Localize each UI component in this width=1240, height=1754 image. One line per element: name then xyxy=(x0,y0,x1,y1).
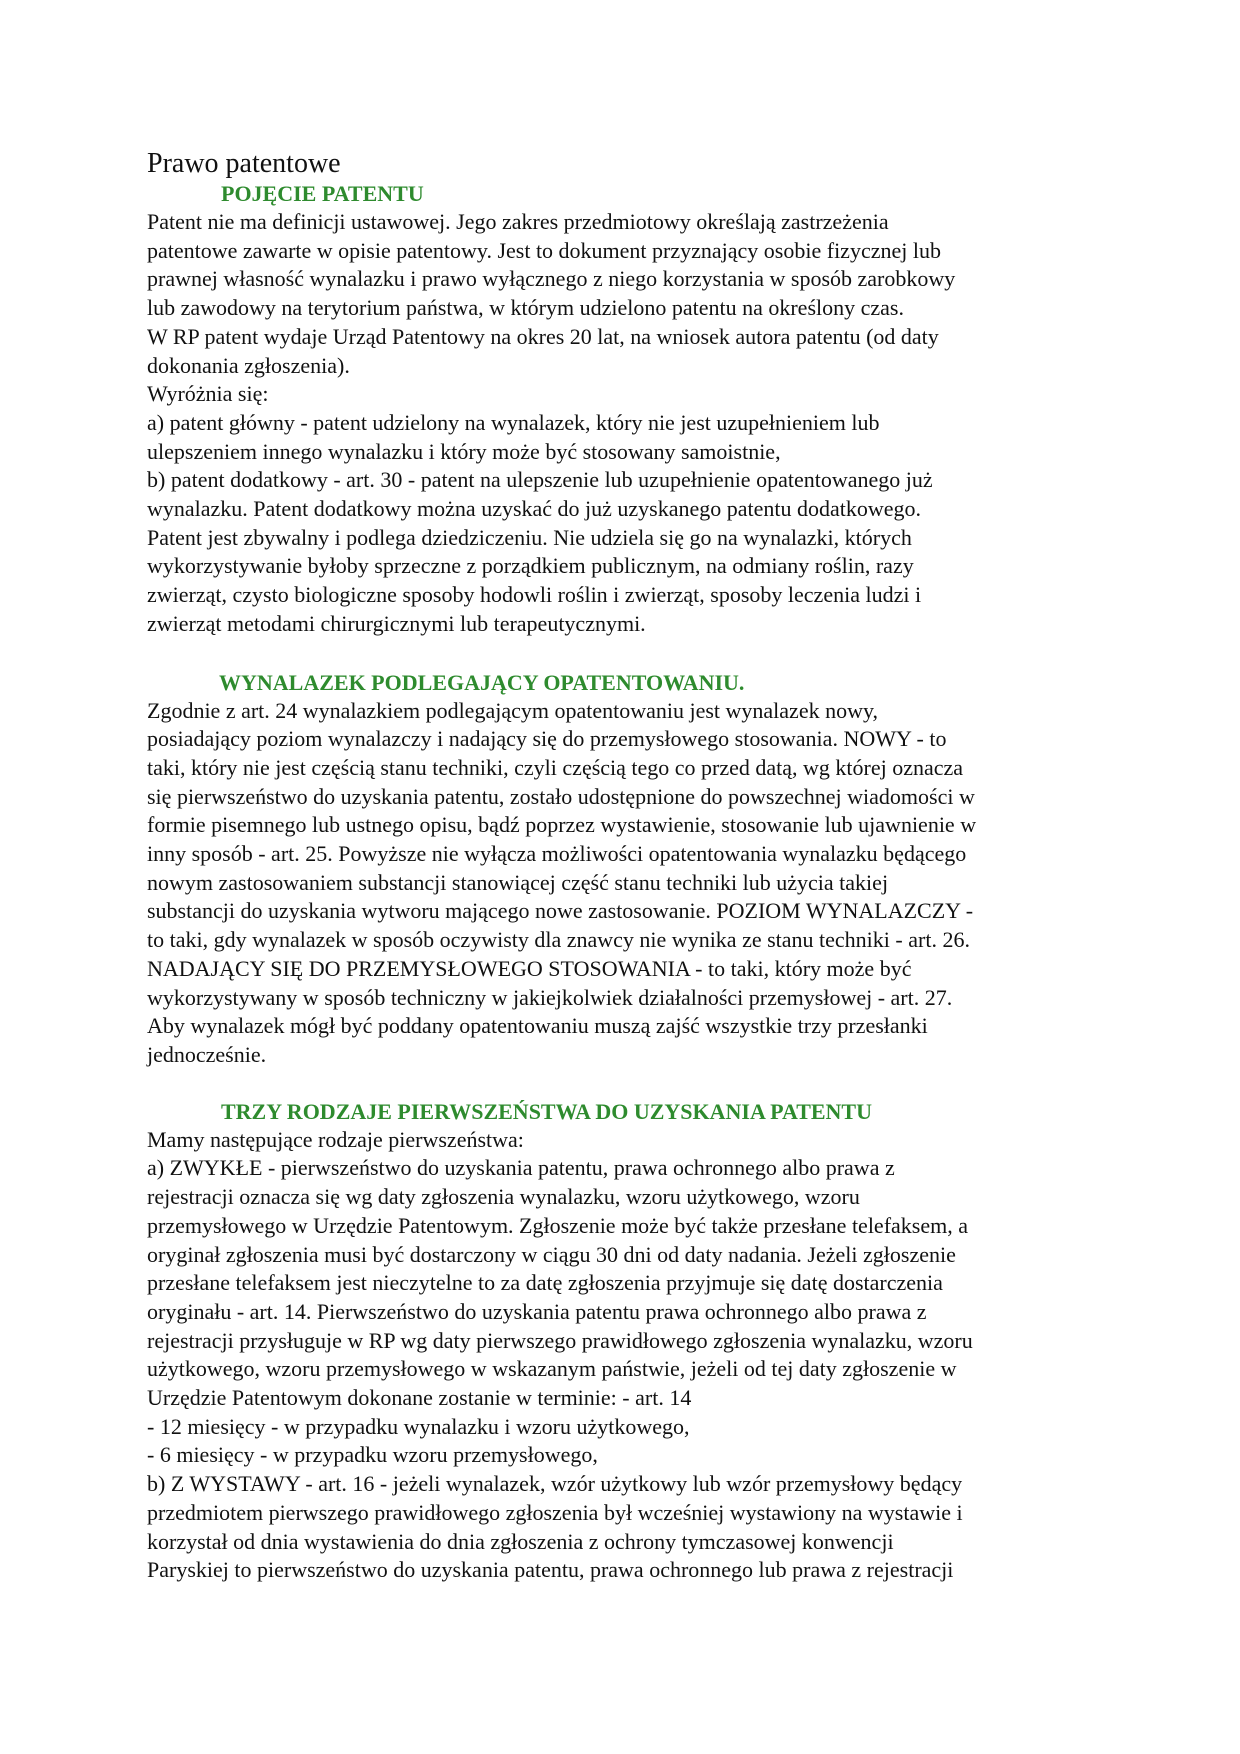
text-line: użytkowego, wzoru przemysłowego w wskazanym państwie, jeżeli od tej daty zgłoszenie w xyxy=(147,1356,957,1382)
text-line: wynalazku. Patent dodatkowy można uzyskać do już uzyskanego patentu dodatkowego. xyxy=(147,496,922,522)
text-line: przesłane telefaksem jest nieczytelne to za datę zgłoszenia przyjmuje się datę dostarczenia xyxy=(147,1270,943,1296)
text-line: Paryskiej to pierwszeństwo do uzyskania patentu, prawa ochronnego lub prawa z rejestracji xyxy=(147,1557,954,1583)
text-line: przedmiotem pierwszego prawidłowego zgłoszenia był wcześniej wystawiony na wystawie i xyxy=(147,1499,963,1525)
text-line: ulepszeniem innego wynalazku i który może być stosowany samoistnie, xyxy=(147,438,781,464)
text-line: rejestracji przysługuje w RP wg daty pierwszego prawidłowego zgłoszenia wynalazku, wzoru xyxy=(147,1327,973,1353)
text-line: posiadający poziom wynalazczy i nadający się do przemysłowego stosowania. NOWY - to xyxy=(147,726,947,752)
text-line: prawnej własność wynalazku i prawo wyłącznego z niego korzystania w sposób zarobkowy xyxy=(147,266,956,292)
text-line: Urzędzie Patentowym dokonane zostanie w terminie: - art. 14 xyxy=(147,1385,692,1411)
text-line: dokonania zgłoszenia). xyxy=(147,352,350,378)
document-page xyxy=(147,148,1107,1585)
text-line: a) ZWYKŁE - pierwszeństwo do uzyskania patentu, prawa ochronnego albo prawa z xyxy=(147,1155,895,1181)
text-line: zwierząt, czysto biologiczne sposoby hodowli roślin i zwierząt, sposoby leczenia ludzi i xyxy=(147,582,922,608)
text-line: lub zawodowy na terytorium państwa, w którym udzielono patentu na określony czas. xyxy=(147,295,904,321)
text-line: - 12 miesięcy - w przypadku wynalazku i wzoru użytkowego, xyxy=(147,1413,690,1439)
text-line: korzystał od dnia wystawienia do dnia zgłoszenia z ochrony tymczasowej konwencji xyxy=(147,1528,894,1554)
text-line: Patent nie ma definicji ustawowej. Jego zakres przedmiotowy określają zastrzeżenia xyxy=(147,209,889,234)
section-body-patentable-invention xyxy=(147,697,1107,1070)
text-line: to taki, gdy wynalazek w sposób oczywisty dla znawcy nie wynika ze stanu techniki - art. 26. xyxy=(147,927,970,953)
section-body-patent-concept xyxy=(147,208,1107,639)
text-line: oryginału - art. 14. Pierwszeństwo do uzyskania patentu prawa ochronnego albo prawa z xyxy=(147,1298,927,1324)
text-line: przemysłowego w Urzędzie Patentowym. Zgłoszenie może być także przesłane telefaksem, a xyxy=(147,1212,968,1238)
section-body-priority-types xyxy=(147,1126,1107,1585)
text-line: wykorzystywany w sposób techniczny w jakiejkolwiek działalności przemysłowej - art. 27. xyxy=(147,984,953,1010)
text-line: Mamy następujące rodzaje pierwszeństwa: xyxy=(147,1126,524,1152)
text-line: nowym zastosowaniem substancji stanowiącej część stanu techniki lub użycia takiej xyxy=(147,869,889,895)
text-line: W RP patent wydaje Urząd Patentowy na okres 20 lat, na wniosek autora patentu (od daty xyxy=(147,323,939,349)
text-line: b) Z WYSTAWY - art. 16 - jeżeli wynalazek, wzór użytkowy lub wzór przemysłowy będący xyxy=(147,1471,963,1497)
text-line: b) patent dodatkowy - art. 30 - patent na ulepszenie lub uzupełnienie opatentowanego już xyxy=(147,467,933,493)
section-heading-priority-types: TRZY RODZAJE PIERWSZEŃSTWA DO UZYSKANIA PATENTU xyxy=(221,1098,872,1124)
text-line: substancji do uzyskania wytworu mającego nowe zastosowanie. POZIOM WYNALAZCZY - xyxy=(147,898,974,924)
section-heading-patentable-invention: WYNALAZEK PODLEGAJĄCY OPATENTOWANIU. xyxy=(219,669,745,695)
document-title: Prawo patentowe xyxy=(147,148,341,179)
section-heading-patent-concept: POJĘCIE PATENTU xyxy=(221,181,424,206)
text-line: Zgodnie z art. 24 wynalazkiem podlegającym opatentowaniu jest wynalazek nowy, xyxy=(147,697,879,723)
text-line: formie pisemnego lub ustnego opisu, bądź poprzez wystawienie, stosowanie lub ujawnienie w xyxy=(147,812,977,838)
text-line: - 6 miesięcy - w przypadku wzoru przemysłowego, xyxy=(147,1442,598,1468)
text-line: inny sposób - art. 25. Powyższe nie wyłącza możliwości opatentowania wynalazku będącego xyxy=(147,841,967,867)
text-line: jednocześnie. xyxy=(147,1041,267,1067)
text-line: Aby wynalazek mógł być poddany opatentowaniu muszą zajść wszystkie trzy przesłanki xyxy=(147,1013,928,1039)
text-line: wykorzystywanie byłoby sprzeczne z porządkiem publicznym, na odmiany roślin, razy xyxy=(147,553,914,579)
text-line: taki, który nie jest częścią stanu techniki, czyli częścią tego co przed datą, wg której oznacza xyxy=(147,754,964,780)
text-line: Wyróżnia się: xyxy=(147,381,269,407)
text-line: się pierwszeństwo do uzyskania patentu, zostało udostępnione do powszechnej wiadomości w xyxy=(147,783,975,809)
text-line: rejestracji oznacza się wg daty zgłoszenia wynalazku, wzoru użytkowego, wzoru xyxy=(147,1184,860,1210)
text-line: Patent jest zbywalny i podlega dziedziczeniu. Nie udziela się go na wynalazki, których xyxy=(147,524,912,550)
text-line: zwierząt metodami chirurgicznymi lub terapeutycznymi. xyxy=(147,610,646,636)
text-line: a) patent główny - patent udzielony na wynalazek, który nie jest uzupełnieniem lub xyxy=(147,409,880,435)
text-line: NADAJĄCY SIĘ DO PRZEMYSŁOWEGO STOSOWANIA - to taki, który może być xyxy=(147,955,912,981)
text-line: patentowe zawarte w opisie patentowy. Jest to dokument przyznający osobie fizycznej lub xyxy=(147,237,941,263)
text-line: oryginał zgłoszenia musi być dostarczony w ciągu 30 dni od daty nadania. Jeżeli zgłoszenie xyxy=(147,1241,956,1267)
